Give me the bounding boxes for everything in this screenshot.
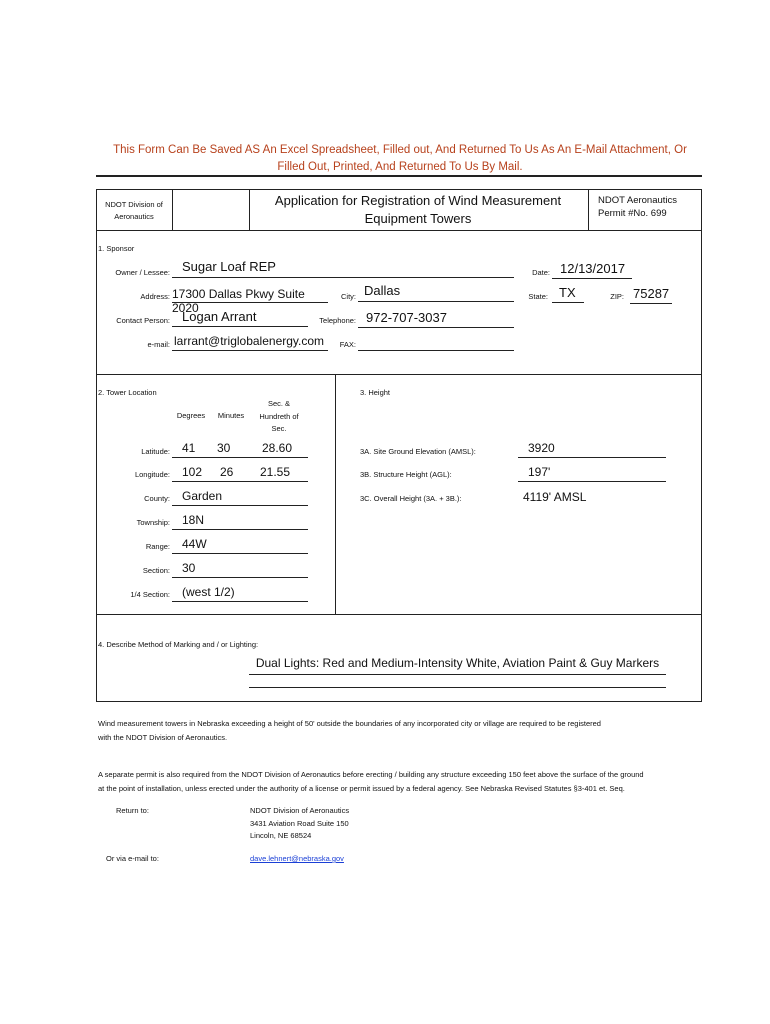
fax-field[interactable]: [358, 334, 514, 351]
permit-notice: [98, 768, 708, 796]
address-value: 17300 Dallas Pkwy Suite 2020: [172, 287, 305, 315]
permit-notice-line-2: at the point of installation, unless erected under the authority of a license or permit issued by a federal agency. See Nebraska Revised Statutes §3-401 et. Seq.: [98, 784, 625, 793]
lon-seconds: 21.55: [260, 465, 291, 479]
permit-line-1: NDOT Aeronautics: [598, 195, 678, 206]
contact-label: Contact Person:: [116, 316, 170, 325]
contact-value: Logan Arrant: [182, 309, 257, 324]
structure-height-value: 197': [528, 465, 551, 479]
lat-degrees: 41: [182, 441, 196, 455]
quarter-section-field[interactable]: [172, 585, 308, 602]
division-label: NDOT Division of Aeronautics: [105, 200, 163, 221]
telephone-field[interactable]: [358, 310, 514, 328]
return-label: Return to:: [116, 806, 149, 815]
permit-notice-line-1: A separate permit is also required from the NDOT Division of Aeronautics before erecting / building any structure exceeding 150 feet above the surface of the ground: [98, 770, 644, 779]
notice-line-2: Filled Out, Printed, And Returned To Us By Mail.: [277, 161, 523, 173]
sponsor-section-label: 1. Sponsor: [98, 244, 135, 253]
section-value: 30: [182, 561, 196, 575]
contact-email-link[interactable]: dave.lehnert@nebraska.gov: [250, 854, 344, 863]
range-label: Range:: [145, 542, 170, 551]
address-field[interactable]: [172, 287, 328, 315]
city-value: Dallas: [364, 283, 401, 298]
form-title: Application for Registration of Wind Measurement Equipment Towers: [274, 193, 562, 226]
notice: [100, 142, 700, 176]
telephone-value: 972-707-3037: [366, 310, 447, 325]
degrees-header: Degrees: [176, 411, 206, 420]
return-address-line-3: Lincoln, NE 68524: [250, 831, 312, 840]
zip-label: ZIP:: [610, 292, 624, 301]
township-field[interactable]: [172, 513, 308, 530]
latitude-field[interactable]: [172, 441, 308, 458]
quarter-section-value: (west 1/2): [182, 585, 235, 599]
owner-field[interactable]: [172, 259, 514, 278]
township-value: 18N: [182, 513, 205, 527]
tower-section-label: 2. Tower Location: [98, 388, 157, 397]
address-label: Address:: [140, 292, 170, 301]
email-label: e-mail:: [147, 340, 170, 349]
site-elevation-value: 3920: [528, 441, 555, 455]
structure-height-field[interactable]: [518, 465, 666, 482]
lon-degrees: 102: [182, 465, 203, 479]
minutes-header: Minutes: [217, 411, 245, 420]
seconds-header-line-2: Hundreth of: [259, 411, 299, 421]
county-value: Garden: [182, 489, 223, 503]
date-value: 12/13/2017: [560, 261, 626, 276]
zip-field[interactable]: [630, 286, 672, 304]
lon-minutes: 26: [220, 465, 234, 479]
marking-value: Dual Lights: Red and Medium-Intensity White, Aviation Paint & Guy Markers: [255, 656, 660, 670]
email-to-label: Or via e-mail to:: [106, 854, 159, 863]
seconds-header-line-1: Sec. &: [267, 399, 291, 408]
state-value: TX: [559, 285, 576, 300]
return-address-line-1: NDOT Division of Aeronautics: [250, 806, 350, 815]
county-label: County:: [144, 494, 170, 503]
section-field-label: Section:: [142, 566, 170, 575]
header-divider-2: [249, 189, 250, 231]
overall-height-value: 4119' AMSL: [523, 490, 587, 504]
marking-field[interactable]: [249, 656, 666, 675]
quarter-section-label: 1/4 Section:: [130, 590, 170, 599]
permit-info: [598, 194, 677, 220]
date-field[interactable]: [552, 261, 632, 279]
section-rule-2: [96, 614, 702, 615]
site-elevation-field[interactable]: [518, 441, 666, 458]
email-value: larrant@triglobalenergy.com: [174, 334, 325, 348]
state-field[interactable]: [552, 285, 584, 303]
longitude-field[interactable]: [172, 465, 308, 482]
range-value: 44W: [182, 537, 207, 551]
height-section-label: 3. Height: [360, 388, 391, 397]
site-elevation-label: 3A. Site Ground Elevation (AMSL):: [360, 447, 476, 456]
owner-value: Sugar Loaf REP: [182, 259, 276, 274]
range-field[interactable]: [172, 537, 308, 554]
date-label: Date:: [532, 268, 550, 277]
telephone-label: Telephone:: [319, 316, 356, 325]
header-divider-3: [588, 189, 589, 231]
structure-height-label: 3B. Structure Height (AGL):: [360, 470, 452, 479]
latitude-label: Latitude:: [141, 447, 170, 456]
zip-value: 75287: [633, 286, 670, 301]
marking-second-line: [249, 687, 666, 688]
section-rule-1: [96, 374, 702, 375]
return-address-line-2: 3431 Aviation Road Suite 150: [250, 818, 349, 828]
longitude-label: Longitude:: [134, 470, 170, 479]
marking-section-label: 4. Describe Method of Marking and / or Lighting:: [98, 640, 259, 649]
lat-seconds: 28.60: [262, 441, 293, 455]
overall-height-label: 3C. Overall Height (3A. + 3B.):: [360, 494, 462, 503]
notice-rule: [96, 175, 702, 177]
section-divider: [335, 374, 336, 614]
fax-label: FAX:: [339, 340, 356, 349]
township-label: Township:: [136, 518, 170, 527]
contact-field[interactable]: [172, 309, 308, 327]
county-field[interactable]: [172, 489, 308, 506]
state-label: State:: [528, 292, 548, 301]
header-divider-1: [172, 189, 173, 231]
lat-minutes: 30: [217, 441, 231, 455]
seconds-header-line-3: Sec.: [271, 424, 287, 433]
city-label: City:: [341, 292, 356, 301]
section-field[interactable]: [172, 561, 308, 578]
permit-line-2: Permit #No. 699: [598, 208, 667, 219]
registration-notice: [98, 717, 708, 745]
email-field[interactable]: [172, 334, 328, 351]
notice-line-1: This Form Can Be Saved AS An Excel Spreadsheet, Filled out, And Returned To Us As An E-Mail Attachment, Or: [113, 144, 687, 156]
registration-notice-line-2: with the NDOT Division of Aeronautics.: [98, 733, 228, 742]
city-field[interactable]: [358, 283, 514, 302]
registration-notice-line-1: Wind measurement towers in Nebraska exceeding a height of 50' outside the boundaries of any incorporated city or village are required to be registered: [98, 719, 601, 728]
return-address: [250, 805, 349, 843]
seconds-header: [252, 398, 306, 436]
owner-label: Owner / Lessee:: [115, 268, 170, 277]
